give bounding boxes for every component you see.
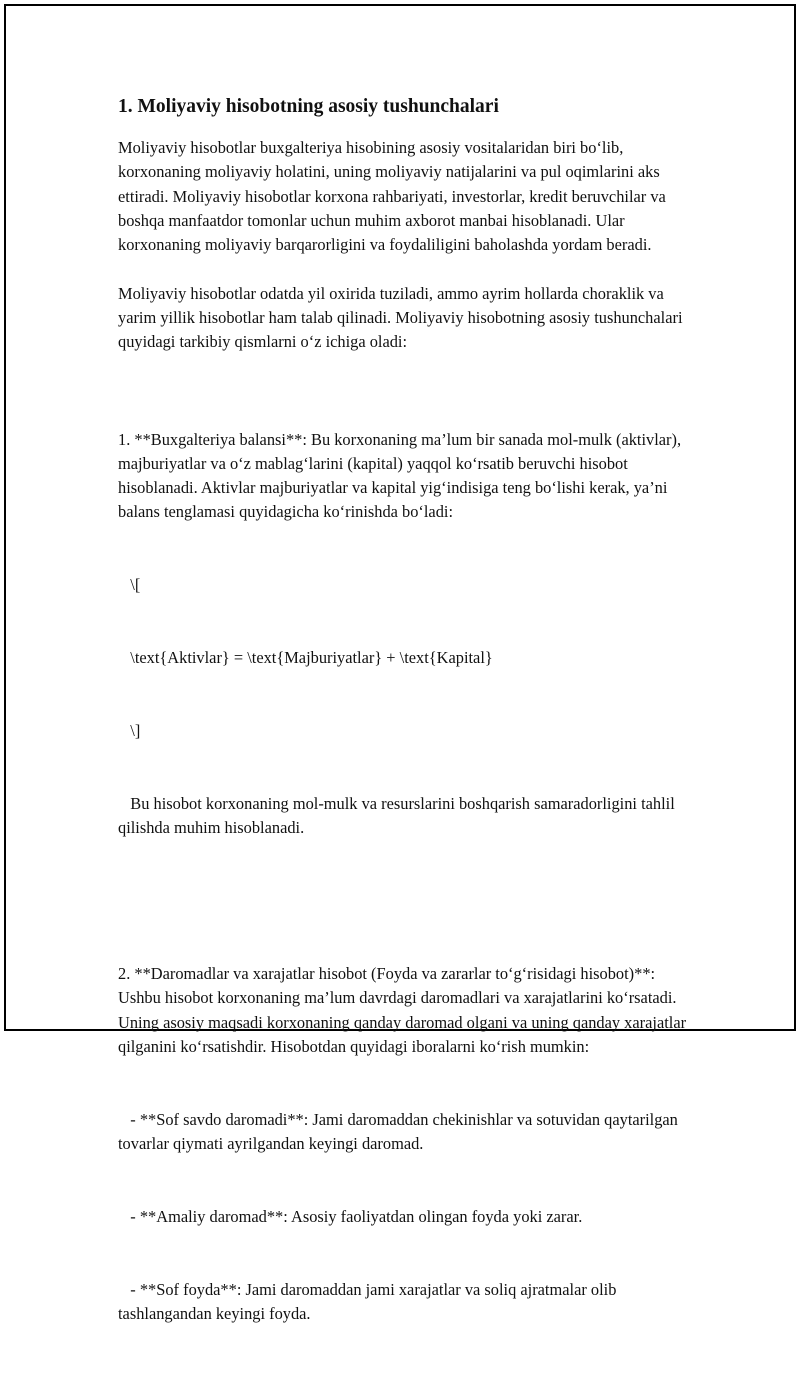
sub-item-net-profit: - **Sof foyda**: Jami daromaddan jami xarajatlar va soliq ajratmalar olib tashlangandan keyingi foyda. — [118, 1279, 621, 1324]
sub-item-net-sales: - **Sof savdo daromadi**: Jami daromaddan chekinishlar va sotuvidan qaytarilgan tovarlar qiymati ayrilgandan keyingi daromad. — [118, 1109, 682, 1154]
balance-equation: \text{Aktivlar} = \text{Majburiyatlar} + \text{Kapital} — [118, 648, 493, 668]
paragraph-intro: Moliyaviy hisobotlar buxgalteriya hisobining asosiy vositalaridan biri bo‘lib, korxonaning moliyaviy holatini, uning moliyaviy natijalarini va pul oqimlarini aks ettiradi. Moliyaviy hisobotlar korxona rahbariyati, investorlar, kredit beruvchilar va boshqa manfaatdor tomonlar uchun muhim axborot manbai hisoblanadi. Ular korxonaning moliyaviy barqarorligini va foydaliligini baholashda yordam beradi. — [118, 138, 670, 255]
paragraph-components: Moliyaviy hisobotlar odatda yil oxirida tuziladi, ammo ayrim hollarda choraklik va yarim yillik hisobotlar ham talab qilinadi. Moliyaviy hisobotning asosiy tushunchalari quyidagi tarkibiy qismlarni o‘z ichiga oladi: — [118, 283, 687, 352]
income-statement-description: 2. **Daromadlar va xarajatlar hisobot (Foyda va zararlar to‘g‘risidagi hisobot)**: Ushbu hisobot korxonaning ma’lum davrdagi daromadlari va xarajatlarini ko‘rsatadi. Uning asosiy maqsadi korxonaning qanday daromad olgani va uning qanday xarajatlar qilganini ko‘rsatishdir. Hisobotdan quyidagi iboralarni ko‘rish mumkin: — [118, 964, 691, 1056]
section-heading: 1. Moliyaviy hisobotning asosiy tushunchalari — [118, 96, 499, 117]
math-open-delimiter: \[ — [118, 575, 141, 595]
list-item-balance-sheet — [118, 379, 688, 889]
document-body — [118, 92, 691, 1399]
math-close-delimiter: \] — [118, 721, 141, 741]
balance-sheet-note: Bu hisobot korxonaning mol-mulk va resurslarini boshqarish samaradorligini tahlil qilishda muhim hisoblanadi. — [118, 794, 679, 838]
balance-sheet-description: 1. **Buxgalteriya balansi**: Bu korxonaning ma’lum bir sanada mol-mulk (aktivlar), majburiyatlar va o‘z mablag‘larini (kapital) yaqqol ko‘rsatib beruvchi hisobot hisoblanadi. Aktivlar majburiyatlar va kapital yig‘indisiga teng bo‘lishi kerak, ya’ni balans tenglamasi quyidagicha ko‘rinishda bo‘ladi: — [118, 429, 686, 522]
sub-item-operating-income: - **Amaliy daromad**: Asosiy faoliyatdan olingan foyda yoki zarar. — [118, 1207, 583, 1227]
list-item-income-statement — [118, 914, 691, 1376]
